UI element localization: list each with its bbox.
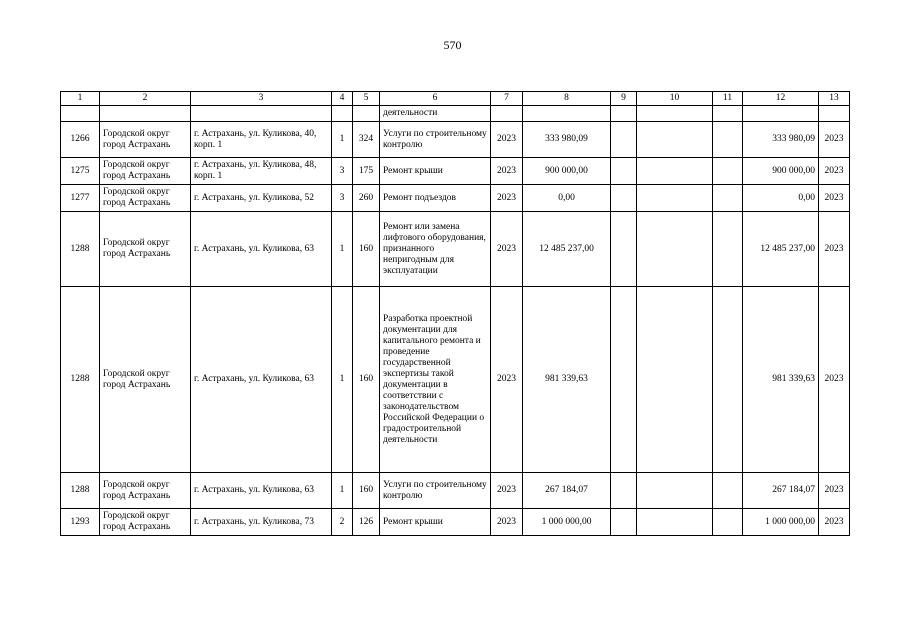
row-number-cell: 1288 (61, 473, 100, 509)
col10-cell (637, 185, 713, 212)
address-cell: г. Астрахань, ул. Куликова, 40, корп. 1 (191, 122, 332, 158)
col10-cell (637, 287, 713, 473)
cost-cell: 333 980,09 (523, 122, 611, 158)
table-row (61, 287, 850, 473)
municipality-cell: Городской округ город Астрахань (100, 122, 191, 158)
table-row (61, 158, 850, 185)
col9-cell (611, 185, 637, 212)
year-cell: 2023 (491, 287, 523, 473)
col4-cell: 1 (332, 122, 353, 158)
col10-cell (637, 473, 713, 509)
col10-cell (637, 212, 713, 287)
municipality-cell: Городской округ город Астрахань (100, 185, 191, 212)
header-cell: 4 (332, 92, 353, 106)
total-cell: 267 184,07 (743, 473, 819, 509)
header-cell: 5 (353, 92, 380, 106)
row-number-cell: 1288 (61, 287, 100, 473)
col4-cell: 1 (332, 287, 353, 473)
end-year-cell: 2023 (819, 158, 850, 185)
year-cell: 2023 (491, 185, 523, 212)
cost-cell: 1 000 000,00 (523, 509, 611, 536)
address-cell: г. Астрахань, ул. Куликова, 48, корп. 1 (191, 158, 332, 185)
cost-cell: 0,00 (523, 185, 611, 212)
header-cell: 9 (611, 92, 637, 106)
col4-cell: 1 (332, 473, 353, 509)
table-row (61, 473, 850, 509)
total-cell: 900 000,00 (743, 158, 819, 185)
address-cell: г. Астрахань, ул. Куликова, 73 (191, 509, 332, 536)
end-year-cell: 2023 (819, 287, 850, 473)
row-number-cell: 1277 (61, 185, 100, 212)
year-cell: 2023 (491, 509, 523, 536)
address-cell: г. Астрахань, ул. Куликова, 63 (191, 473, 332, 509)
cost-cell: 981 339,63 (523, 287, 611, 473)
municipality-cell: Городской округ город Астрахань (100, 473, 191, 509)
header-cell: 11 (713, 92, 743, 106)
col5-cell: 324 (353, 122, 380, 158)
table-body (61, 122, 850, 536)
col11-cell (713, 122, 743, 158)
work-type-cell: Ремонт или замена лифтового оборудования, признанного непригодным для эксплуатации (380, 212, 491, 287)
municipality-cell: Городской округ город Астрахань (100, 212, 191, 287)
col10-cell (637, 158, 713, 185)
total-cell: 0,00 (743, 185, 819, 212)
end-year-cell: 2023 (819, 122, 850, 158)
col5-cell: 160 (353, 212, 380, 287)
col5-cell: 160 (353, 473, 380, 509)
address-cell: г. Астрахань, ул. Куликова, 52 (191, 185, 332, 212)
col11-cell (713, 287, 743, 473)
header-row (61, 92, 850, 106)
table-row (61, 122, 850, 158)
work-type-cell: Ремонт крыши (380, 509, 491, 536)
header-cell: 12 (743, 92, 819, 106)
address-cell: г. Астрахань, ул. Куликова, 63 (191, 287, 332, 473)
work-type-cell: Услуги по строительному контролю (380, 122, 491, 158)
header-cell: 10 (637, 92, 713, 106)
header-cell: 8 (523, 92, 611, 106)
work-type-cell: Услуги по строительному контролю (380, 473, 491, 509)
total-cell: 333 980,09 (743, 122, 819, 158)
col10-cell (637, 509, 713, 536)
year-cell: 2023 (491, 122, 523, 158)
col11-cell (713, 473, 743, 509)
col9-cell (611, 158, 637, 185)
col9-cell (611, 473, 637, 509)
header-cell: 2 (100, 92, 191, 106)
address-cell: г. Астрахань, ул. Куликова, 63 (191, 212, 332, 287)
row-number-cell: 1293 (61, 509, 100, 536)
col9-cell (611, 509, 637, 536)
total-cell: 12 485 237,00 (743, 212, 819, 287)
row-number-cell: 1266 (61, 122, 100, 158)
work-type-cell: Разработка проектной документации для капитального ремонта и проведение государственной экспертизы такой документации в соответствии с законодательством Российской Федерации о градостроительной деятельности (380, 287, 491, 473)
end-year-cell: 2023 (819, 473, 850, 509)
cost-cell: 900 000,00 (523, 158, 611, 185)
col5-cell: 160 (353, 287, 380, 473)
end-year-cell: 2023 (819, 509, 850, 536)
municipality-cell: Городской округ город Астрахань (100, 509, 191, 536)
col5-cell: 175 (353, 158, 380, 185)
page-number: 570 (443, 38, 462, 52)
cost-cell: 12 485 237,00 (523, 212, 611, 287)
table-row (61, 212, 850, 287)
total-cell: 1 000 000,00 (743, 509, 819, 536)
table-row (61, 185, 850, 212)
year-cell: 2023 (491, 158, 523, 185)
row-number-cell: 1275 (61, 158, 100, 185)
col5-cell: 260 (353, 185, 380, 212)
municipality-cell: Городской округ город Астрахань (100, 158, 191, 185)
col11-cell (713, 158, 743, 185)
col9-cell (611, 287, 637, 473)
work-type-cell: Ремонт крыши (380, 158, 491, 185)
header-cell: 7 (491, 92, 523, 106)
col11-cell (713, 212, 743, 287)
end-year-cell: 2023 (819, 212, 850, 287)
work-type-cell: деятельности (380, 106, 491, 122)
row-number-cell: 1288 (61, 212, 100, 287)
col4-cell: 3 (332, 185, 353, 212)
end-year-cell: 2023 (819, 185, 850, 212)
header-cell: 1 (61, 92, 100, 106)
col9-cell (611, 212, 637, 287)
cost-cell: 267 184,07 (523, 473, 611, 509)
col11-cell (713, 509, 743, 536)
year-cell: 2023 (491, 473, 523, 509)
col11-cell (713, 185, 743, 212)
table-row (61, 509, 850, 536)
col9-cell (611, 122, 637, 158)
year-cell: 2023 (491, 212, 523, 287)
col4-cell: 2 (332, 509, 353, 536)
col4-cell: 3 (332, 158, 353, 185)
header-cell: 13 (819, 92, 850, 106)
municipality-cell: Городской округ город Астрахань (100, 287, 191, 473)
col5-cell: 126 (353, 509, 380, 536)
continuation-row (61, 106, 850, 122)
col4-cell: 1 (332, 212, 353, 287)
col10-cell (637, 122, 713, 158)
program-table (60, 91, 850, 536)
header-cell: 3 (191, 92, 332, 106)
work-type-cell: Ремонт подъездов (380, 185, 491, 212)
total-cell: 981 339,63 (743, 287, 819, 473)
header-cell: 6 (380, 92, 491, 106)
